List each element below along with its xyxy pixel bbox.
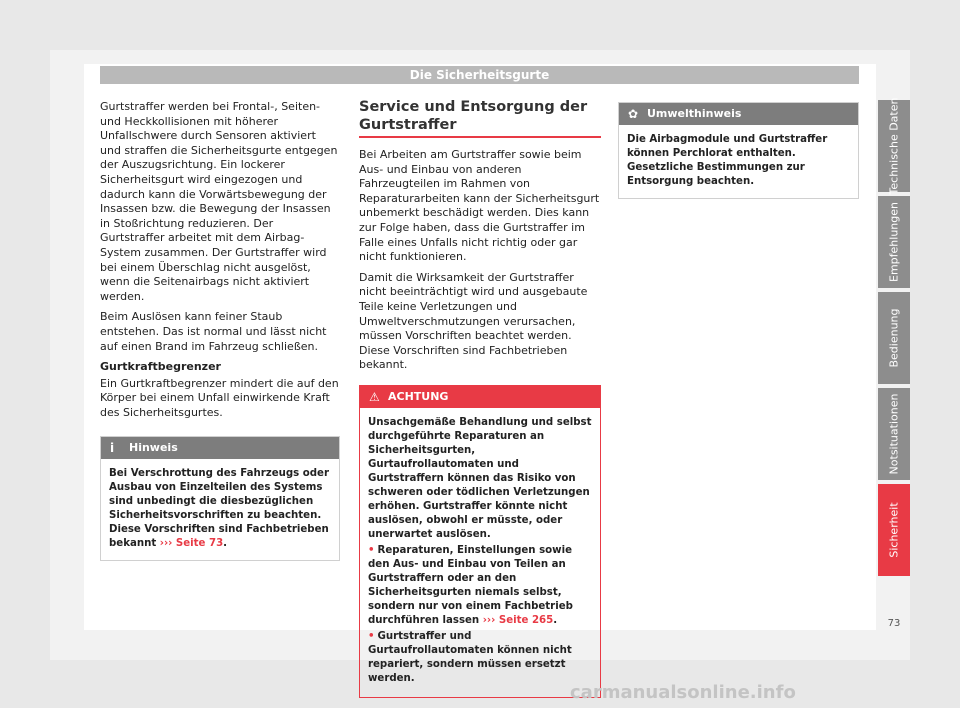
hint-box [100,436,340,561]
tab-label: Empfehlungen [887,202,901,282]
environment-title: Umwelthinweis [647,107,742,120]
paragraph: Damit die Wirksamkeit der Gurtstraffer nicht beeinträchtigt wird und ausgebaute Teile keine Verletzungen und Umweltverschmutzungen verursachen, müssen Vorschriften beachtet werden. Diese Vorschriften sind Fachbetrieben bekannt. [359,270,588,372]
warning-box [359,385,601,698]
column-middle [359,98,601,698]
warning-triangle-icon: ⚠ [369,389,380,404]
page-number: 73 [887,618,901,629]
hint-box-body [101,459,339,560]
hint-text: Bei Verschrottung des Fahrzeugs oder Ausbau von Einzelteilen des Systems sind unbedingt die diesbezüglichen Sicherheitsvorschriften zu beachten. Diese Vorschriften sind Fachbetrieben bekannt [109,468,329,550]
title-rule [359,136,601,138]
chapter-header: Die Sicherheitsgurte [100,66,859,84]
column-right [618,102,859,199]
warning-box-header [360,386,600,408]
paragraph: Bei Arbeiten am Gurtstraffer sowie beim Aus- und Einbau von anderen Fahrzeugteilen im Rahmen von Reparaturarbeiten kann der Sicherheitsgurt unbemerkt beschädigt werden. Dies kann zur Folge haben, dass die Gurtstraffer im Falle eines Unfalls nicht richtig oder gar nicht funktionieren. [359,148,600,264]
page-link[interactable]: ››› Seite 73 [159,538,224,550]
hint-end: . [223,538,228,550]
warning-bullet [368,544,592,628]
section-title: Service und Entsorgung der Gurtstraffer [359,99,588,133]
warning-text: Unsachgemäße Behandlung und selbst durchgeführte Reparaturen an Sicherheitsgurten, Gurtaufrollautomaten und Gurtstraffern können das Risiko von schweren oder tödlichen Verletzungen erhöhen. Gurtstraffer könnte nicht auslösen, obwohl er müsste, oder unerwartet auslösen. [368,416,592,540]
hint-title: Hinweis [129,441,178,455]
environment-box-header [619,103,858,125]
bullet-icon: • [368,630,375,642]
warning-bullet [368,630,592,686]
bullet-end: . [553,614,558,626]
warning-title: ACHTUNG [388,389,449,403]
bullet-text: Gurtstraffer und Gurtaufrollautomaten können nicht repariert, sondern müssen ersetzt werden. [368,630,572,684]
flower-icon: ✿ [628,107,639,121]
paragraph: Gurtstraffer werden bei Frontal-, Seiten- und Heckkollisionen mit höherer Unfallschwere durch Sensoren aktiviert und straffen die Sicherheitsgurte entgegen der Auszugsrichtung. Ein lockerer Sicherheitsgurt wird eingezogen und dadurch kann die Vorwärtsbewegung der Insassen bzw. die Bewegung der Insassen in Stoßrichtung reduzieren. Der Gurtstraffer arbeitet mit dem Airbag-System zusammen. Der Gurtstraffer wird bei einem Überschlag nicht ausgelöst, wenn die Seitenairbags nicht aktiviert werden. [100,100,338,303]
watermark: carmanualsonline.info [570,682,796,703]
info-icon: i [110,441,115,456]
tab-notsituationen[interactable] [878,388,910,480]
tab-bedienung[interactable] [878,292,910,384]
tab-empfehlungen[interactable] [878,196,910,288]
environment-box [618,102,859,199]
subheading: Gurtkraftbegrenzer [100,360,221,374]
tab-label: Technische Daten [887,97,901,195]
tab-label: Sicherheit [887,502,901,558]
environment-text: Die Airbagmodule und Gurtstraffer können Perchlorat enthalten. Gesetzliche Bestimmungen zur Entsorgung beachten. [627,134,828,187]
paragraph: Beim Auslösen kann feiner Staub entstehen. Das ist normal und lässt nicht auf einen Brand im Fahrzeug schließen. [100,310,327,353]
bullet-icon: • [368,544,375,556]
tab-sicherheit[interactable] [878,484,910,576]
tab-label: Bedienung [887,308,901,368]
environment-box-body [619,125,858,198]
tab-label: Notsituationen [887,393,901,475]
column-left [100,100,340,561]
bullet-text: Reparaturen, Einstellungen sowie den Aus- und Einbau von Teilen an Gurtstraffern oder an den Sicherheitsgurten niemals selbst, sondern nur von einem Fachbetrieb durchführen lassen [368,544,573,626]
paragraph: Ein Gurtkraftbegrenzer mindert die auf den Körper bei einem Unfall einwirkende Kraft des Sicherheitsgurtes. [100,376,339,419]
hint-box-header [101,437,339,459]
tab-technische-daten[interactable] [878,97,910,195]
page-link[interactable]: ››› Seite 265 [482,614,554,626]
warning-box-body [360,408,600,697]
chapter-tabs [878,97,910,580]
